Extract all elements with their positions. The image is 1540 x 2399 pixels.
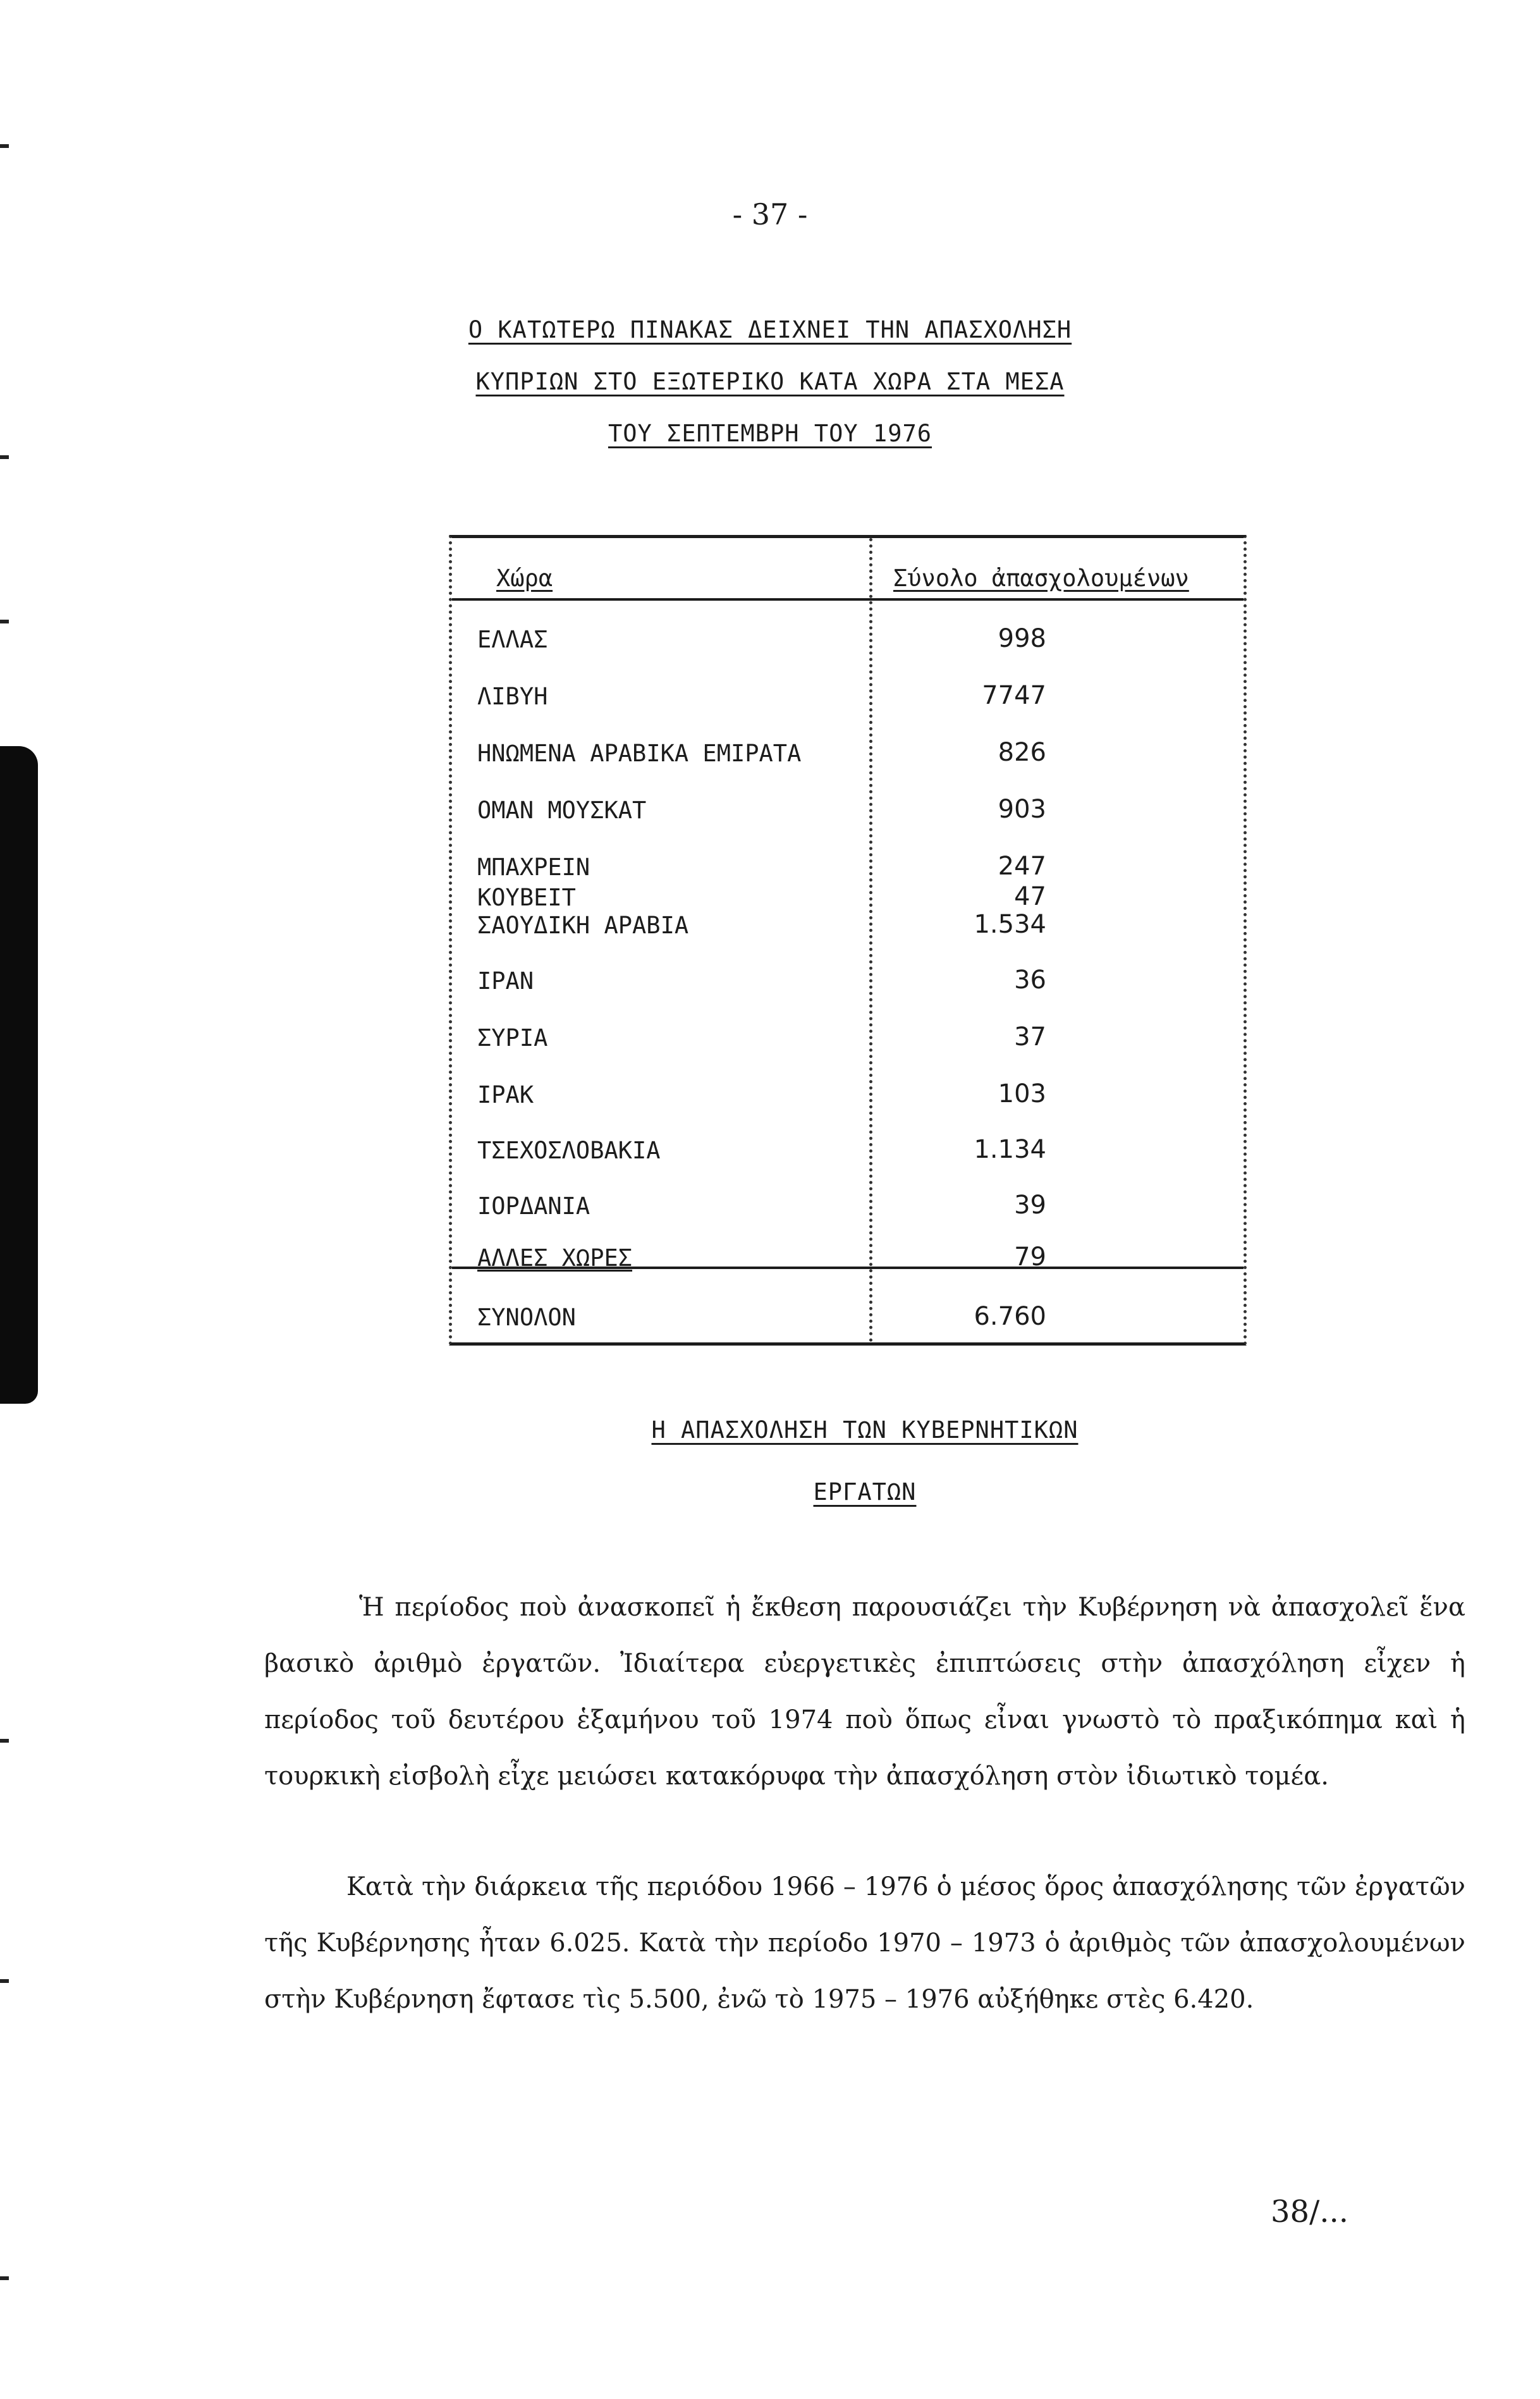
table-row	[452, 901, 1244, 939]
table-row	[452, 1182, 1244, 1220]
value-cell: 1.534	[974, 910, 1046, 939]
country-cell: ΤΣΕΧΟΣΛΟΒΑΚΙΑ	[477, 1137, 661, 1164]
country-cell: ΟΜΑΝ ΜΟΥΣΚΑΤ	[477, 797, 647, 824]
scan-edge-mark	[0, 1739, 9, 1743]
country-cell: ΣΑΟΥΔΙΚΗ ΑΡΑΒΙΑ	[477, 912, 689, 939]
value-cell: 37	[1014, 1022, 1046, 1052]
table-title-line-2: ΚΥΠΡΙΩΝ ΣΤΟ ΕΞΩΤΕΡΙΚΟ ΚΑΤΑ ΧΩΡΑ ΣΤΑ ΜΕΣΑ	[475, 368, 1065, 395]
total-rule	[452, 1267, 1244, 1269]
table-row	[452, 786, 1244, 824]
paragraph-1: Ἡ περίοδος ποὺ ἀνασκοπεῖ ἡ ἔκθεση παρουσιάζει τὴν Κυβέρνηση νὰ ἀπασχολεῖ ἕνα βασικὸ ἀριθμὸ ἐργατῶν. Ἰδιαίτερα εὐεργετικὲς ἐπιπτώσεις στὴν ἀπασχόληση εἶχεν ἡ περίοδος τοῦ δευτέρου ἑξαμήνου τοῦ 1974 ποὺ ὅπως εἶναι γνωστὸ τὸ πραξικόπημα καὶ ἡ τουρκικὴ εἰσβολὴ εἶχε μειώσει κατακόρυφα τὴν ἀπασχόληση στὸν ἰδιωτικὸ τομέα.	[264, 1593, 1465, 1791]
value-cell: 998	[998, 624, 1046, 653]
value-cell: 47	[1014, 882, 1046, 911]
table-title-line-3: ΤΟΥ ΣΕΠΤΕΜΒΡΗ ΤΟΥ 1976	[608, 420, 932, 447]
total-row	[452, 1293, 1244, 1331]
country-cell: ΙΡΑΚ	[477, 1081, 534, 1108]
table-row	[452, 1234, 1244, 1272]
country-cell: ΚΟΥΒΕΙΤ	[477, 884, 576, 911]
country-cell: ΑΛΛΕΣ ΧΩΡΕΣ	[477, 1244, 633, 1272]
table-row	[452, 672, 1244, 710]
country-cell: ΙΡΑΝ	[477, 967, 534, 995]
country-cell: ΣΥΡΙΑ	[477, 1024, 548, 1052]
country-cell: ΕΛΛΑΣ	[477, 626, 548, 653]
scan-edge-mark	[0, 2276, 9, 2280]
value-cell: 103	[998, 1079, 1046, 1108]
table-row	[452, 615, 1244, 653]
column-divider	[869, 538, 872, 1342]
country-cell: ΛΙΒΥΗ	[477, 683, 548, 710]
table-row	[452, 957, 1244, 995]
value-cell: 7747	[982, 681, 1046, 710]
total-label: ΣΥΝΟΛΟΝ	[477, 1304, 576, 1331]
country-cell: ΗΝΩΜΕΝΑ ΑΡΑΒΙΚΑ ΕΜΙΡΑΤΑ	[477, 740, 802, 767]
value-cell: 247	[998, 852, 1046, 881]
paragraph-2: Κατὰ τὴν διάρκεια τῆς περιόδου 1966 – 1976 ὁ μέσος ὅρος ἀπασχόλησης τῶν ἐργατῶν τῆς Κυβέρνησης ἦταν 6.025. Κατὰ τὴν περίοδο 1970 – 1973 ὁ ἀριθμὸς τῶν ἀπασχολουμένων στὴν Κυβέρνηση ἔφτασε τὶς 5.500, ἐνῶ τὸ 1975 – 1976 αὐξήθηκε στὲς 6.420.	[264, 1872, 1465, 2014]
scan-dark-edge	[0, 746, 38, 1404]
value-cell: 36	[1014, 966, 1046, 995]
scan-edge-mark	[0, 620, 9, 623]
scan-edge-mark	[0, 144, 9, 148]
header-rule	[452, 598, 1244, 601]
section-heading-line-2: ΕΡΓΑΤΩΝ	[813, 1478, 917, 1506]
employment-table	[449, 535, 1247, 1346]
header-country: Χώρα	[496, 565, 553, 592]
value-cell: 1.134	[974, 1135, 1046, 1164]
table-row	[452, 729, 1244, 767]
scan-edge-mark	[0, 1979, 9, 1983]
next-page-reference: 38/...	[1271, 2194, 1349, 2230]
page-number: - 37 -	[732, 197, 808, 231]
value-cell: 903	[998, 795, 1046, 824]
header-total: Σύνολο ἀπασχολουμένων	[893, 565, 1189, 592]
table-title-line-1: Ο ΚΑΤΩΤΕΡΩ ΠΙΝΑΚΑΣ ΔΕΙΧΝΕΙ ΤΗΝ ΑΠΑΣΧΟΛΗΣΗ	[468, 316, 1072, 343]
scan-edge-mark	[0, 455, 9, 459]
table-row	[452, 1014, 1244, 1052]
country-cell: ΜΠΑΧΡΕΙΝ	[477, 854, 590, 881]
table-row	[452, 1071, 1244, 1108]
value-cell: 79	[1014, 1242, 1046, 1272]
total-value: 6.760	[974, 1302, 1046, 1331]
value-cell: 39	[1014, 1191, 1046, 1220]
table-row	[452, 1126, 1244, 1164]
section-heading-line-1: Η ΑΠΑΣΧΟΛΗΣΗ ΤΩΝ ΚΥΒΕΡΝΗΤΙΚΩΝ	[651, 1416, 1079, 1444]
country-cell: ΙΟΡΔΑΝΙΑ	[477, 1193, 590, 1220]
value-cell: 826	[998, 738, 1046, 767]
